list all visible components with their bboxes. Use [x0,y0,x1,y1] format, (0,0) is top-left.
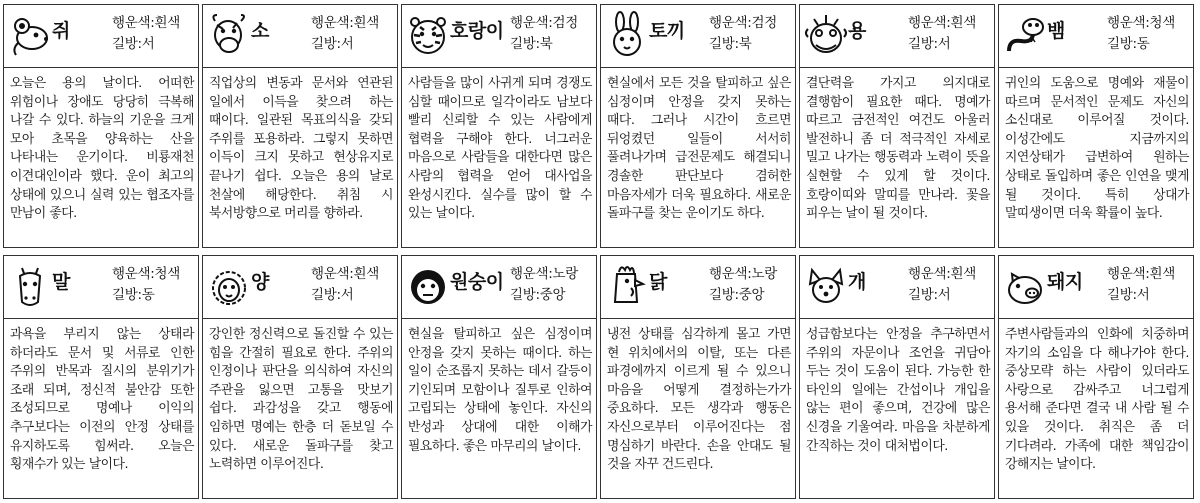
sign-meta [1107,264,1175,306]
card-header [402,256,596,319]
lucky-direction: 길방:동 [1107,36,1150,52]
sign-meta [908,13,976,55]
lucky-color: 행운색:청색 [1107,15,1175,31]
zodiac-card-dog [799,255,995,499]
tiger-icon [406,11,450,59]
pig-icon [1003,262,1047,310]
sign-meta [311,13,379,55]
zodiac-card-rooster [600,255,796,499]
card-header [4,5,198,68]
sign-name: 소 [251,20,269,42]
lucky-direction: 길방:북 [709,36,752,52]
zodiac-card-ox [202,4,398,248]
lucky-color: 행운색:흰색 [908,266,976,282]
monkey-icon [406,262,450,310]
fortune-text: 현실에서 모든 것을 탈피하고 싶은 심정이며 안정을 갖지 못하는 때다. 그러나 시간이 흐르면 뒤엉켰던 일들이 서서히 풀려나가며 급전문제도 해결되니 경솔한 판단보다 겸허한 마음자세가 더욱 필요하다. 새로운 돌파구를 찾는 운이기도 하다. [607,76,791,222]
sign-name: 쥐 [52,20,70,42]
sign-name: 토끼 [649,20,685,42]
card-header [4,256,198,319]
sign-name: 뱀 [1047,20,1065,42]
lucky-direction: 길방:서 [311,287,354,303]
rabbit-icon [605,11,649,59]
sign-meta [510,13,578,55]
card-header [999,5,1193,68]
fortune-text: 강인한 정신력으로 돌진할 수 있는 힘을 간절히 필요로 한다. 주위의 인정이나 판단을 의식하여 자신의 주관을 잃으면 고통을 맛보기 쉽다. 과감성을 갖고 행동에 임하면 명예는 한층 더 돋보일 수 있다. 새로운 돌파구를 찾고 노력하면 이루어진다. [209,327,393,473]
rat-icon [8,11,52,59]
sign-meta [112,13,180,55]
ox-icon [207,11,251,59]
fortune-text: 성급함보다는 안정을 추구하면서 주위의 자문이나 조언을 귀담아 두는 것이 도움이 된다. 가능한 한 타인의 일에는 간섭이나 개입을 않는 편이 좋으며, 건강에 많은 신경을 기울여라. 마음을 차분하게 간직하는 것이 대처법이다. [806,327,990,454]
zodiac-card-rat [3,4,199,248]
sign-meta [709,264,777,306]
lucky-direction: 길방:동 [112,287,155,303]
fortune-text: 주변사람들과의 인화에 치중하며 자기의 소임을 다 해나가야 한다. 중상모략 하는 사람이 있더라도 사랑으로 감싸주고 너그럽게 용서해 준다면 결국 내 사람 될 수 있을 것이다. 취직은 좀 더 기다려라. 가족에 대한 책임감이 강해지는 날이다. [1005,327,1189,473]
sign-meta [1107,13,1175,55]
sign-meta [311,264,379,306]
fortune-text: 오늘은 용의 날이다. 어떠한 위험이나 장애도 당당히 극복해 나갈 수 있다. 하늘의 기운을 크게 모아 초목을 양육하는 산을 나타내는 운기이다. 비룡재천 이견대인이라 했다. 운이 최고의 상태에 있으니 실력 있는 협조자를 만남이 좋다. [10,76,194,222]
zodiac-card-tiger [401,4,597,248]
zodiac-card-sheep [202,255,398,499]
lucky-direction: 길방:서 [1107,287,1150,303]
sign-meta [908,264,976,306]
card-header [203,5,397,68]
lucky-color: 행운색:검정 [709,15,777,31]
sign-name: 말 [52,271,70,293]
dog-icon [804,262,848,310]
sign-name: 닭 [649,271,667,293]
card-header [402,5,596,68]
lucky-direction: 길방:중앙 [709,287,765,303]
fortune-text: 결단력을 가지고 의지대로 결행함이 필요한 때다. 명예가 따르고 금전적인 여건도 아울러 발전하니 좀 더 적극적인 자세로 밀고 나가는 행동력과 노력이 뜻을 실현할 수 있게 할 것이다. 호랑이띠와 말띠를 만나라. 꽃을 피우는 날이 될 것이다. [806,76,990,222]
sign-name: 돼지 [1047,271,1083,293]
lucky-color: 행운색:노랑 [510,266,578,282]
lucky-color: 행운색:노랑 [709,266,777,282]
fortune-text: 냉전 상태를 심각하게 몰고 가면 현 위치에서의 이탈, 또는 다른 파경에까지 이르게 될 수 있으니 마음을 어떻게 결정하는가가 중요하다. 모든 생각과 행동은 자신으로부터 이루어진다는 점 명심하기 바란다. 손을 안대도 될 것을 자꾸 건드린다. [607,327,791,473]
sign-name: 호랑이 [450,20,504,42]
zodiac-card-rabbit [600,4,796,248]
fortune-text: 과욕을 부리지 않는 상태라 하더라도 문서 및 서류로 인한 주위의 반목과 질시의 분위기가 조래 되며, 정신적 불안감 또한 조성되므로 명예나 이익의 추구보다는 이전의 안정 상태를 유지하도록 힘써라. 오늘은 횡재수가 있는 날이다. [10,327,194,473]
zodiac-card-snake [998,4,1194,248]
zodiac-card-dragon [799,4,995,248]
lucky-color: 행운색:흰색 [112,15,180,31]
fortune-text: 현실을 탈피하고 싶은 심정이며 안정을 갖지 못하는 때이다. 하는 일이 순조롭지 못하는 데서 갈등이 기인되며 모함이나 질투로 인하여 고립되는 상태에 놓인다. 자신의 반성과 상대에 대한 이해가 필요하다. 좋은 마무리의 날이다. [408,327,592,454]
card-header [800,256,994,319]
zodiac-card-pig [998,255,1194,499]
sign-name: 용 [848,20,866,42]
card-header [203,256,397,319]
lucky-direction: 길방:북 [510,36,553,52]
sign-meta [510,264,578,306]
sign-meta [709,13,777,55]
zodiac-card-horse [3,255,199,499]
horse-icon [8,262,52,310]
fortune-text: 직업상의 변동과 문서와 연관된 일에서 이득을 찾으려 하는 때이다. 일관된 목표의식을 갖되 주위를 포용하라. 그렇지 못하면 이득이 크지 못하고 현상유지로 끝나기 쉽다. 오늘은 용의 날로 천살에 해당한다. 취침 시 북서방향으로 머리를 향하라. [209,76,393,222]
lucky-color: 행운색:흰색 [311,15,379,31]
rooster-icon [605,262,649,310]
card-header [601,5,795,68]
lucky-color: 행운색:청색 [112,266,180,282]
sign-name: 개 [848,271,866,293]
lucky-color: 행운색:흰색 [908,15,976,31]
snake-icon [1003,11,1047,59]
dragon-icon [804,11,848,59]
card-header [999,256,1193,319]
lucky-color: 행운색:검정 [510,15,578,31]
sheep-icon [207,262,251,310]
fortune-text: 사람들을 많이 사귀게 되며 경쟁도 심할 때이므로 일각이라도 남보다 빨리 신뢰할 수 있는 사람에게 협력을 구해야 한다. 너그러운 마음으로 사람들을 대한다면 많은 사람의 협력을 얻어 대사업을 완성시킨다. 실수를 많이 할 수 있는 날이다. [408,76,592,222]
zodiac-card-monkey [401,255,597,499]
lucky-direction: 길방:서 [311,36,354,52]
lucky-direction: 길방:서 [112,36,155,52]
lucky-direction: 길방:서 [908,287,951,303]
lucky-color: 행운색:흰색 [311,266,379,282]
sign-name: 원숭이 [450,271,504,293]
sign-meta [112,264,180,306]
lucky-direction: 길방:서 [908,36,951,52]
lucky-color: 행운색:흰색 [1107,266,1175,282]
sign-name: 양 [251,271,269,293]
card-header [800,5,994,68]
lucky-direction: 길방:중앙 [510,287,566,303]
fortune-text: 귀인의 도움으로 명예와 재물이 따르며 문서적인 문제도 자신의 소신대로 이루어질 것이다. 이성간에도 지금까지의 지연상태가 급변하여 원하는 상태로 돌입하며 좋은 인연을 맺게 될 것이다. 특히 상대가 말띠생이면 더욱 확률이 높다. [1005,76,1189,222]
card-header [601,256,795,319]
